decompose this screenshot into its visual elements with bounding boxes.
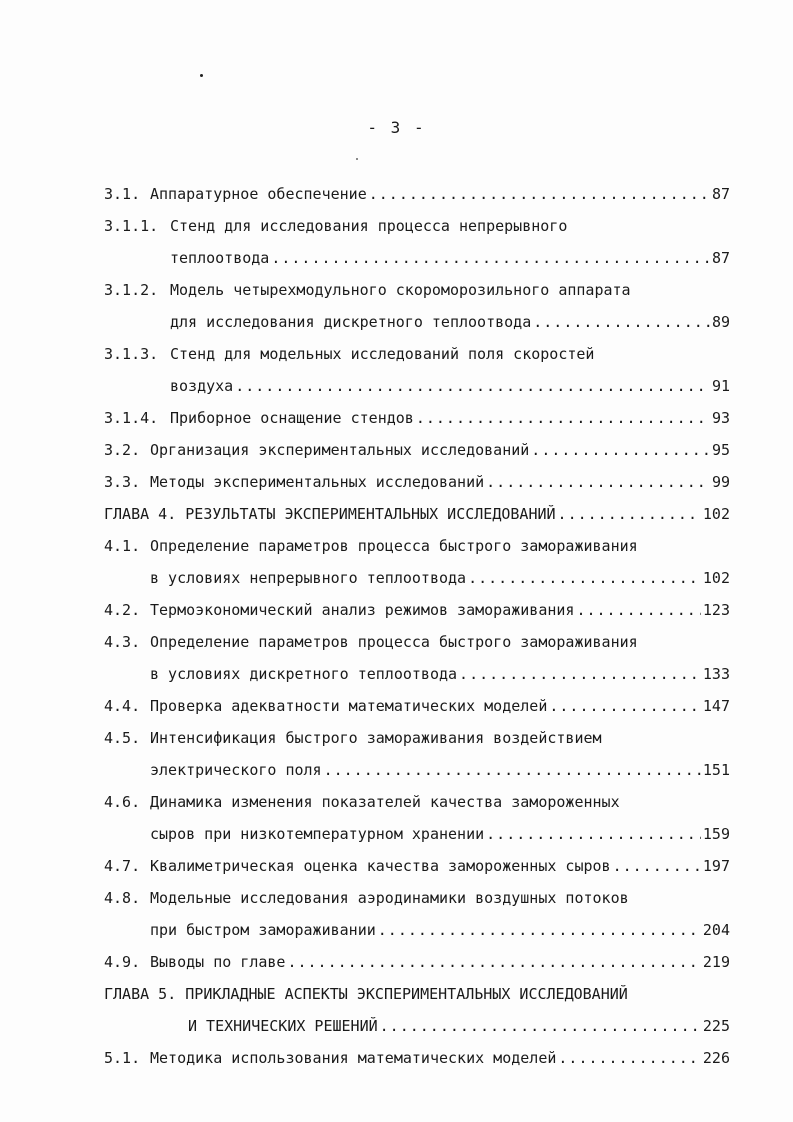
toc-entry-number: 3.3. (104, 473, 141, 491)
toc-entry (104, 850, 730, 882)
toc-entry-continuation (104, 914, 730, 946)
toc-entry-page: 102 (702, 569, 730, 587)
toc-entry-title: Определение параметров процесса быстрого замораживания (150, 537, 638, 555)
toc-entry-continuation (104, 754, 730, 786)
toc-entry-number: 3.1.4. (104, 409, 159, 427)
toc-leader-dots (287, 946, 700, 978)
toc-entry-continuation (104, 818, 730, 850)
toc-entry-page: 87 (711, 185, 730, 203)
toc-leader-dots (468, 562, 701, 594)
toc-entry-continuation (104, 1010, 730, 1042)
toc-entry-title: для исследования дискретного теплоотвода (170, 313, 532, 331)
toc-entry-title: Квалиметрическая оценка качества замороженных сыров (150, 857, 611, 875)
toc-leader-dots (271, 242, 710, 274)
toc-entry-page: 204 (702, 921, 730, 939)
toc-entry-page: 133 (702, 665, 730, 683)
toc-leader-dots (486, 818, 701, 850)
toc-entry-title: ГЛАВА 5. ПРИКЛАДНЫЕ АСПЕКТЫ ЭКСПЕРИМЕНТАЛЬНЫХ ИССЛЕДОВАНИЙ (104, 985, 628, 1003)
toc-entry (104, 434, 730, 466)
toc-entry-number: 4.3. (104, 633, 141, 651)
toc-leader-dots (380, 1010, 701, 1042)
toc-entry-title: сыров при низкотемпературном хранении (150, 825, 485, 843)
toc-entry (104, 210, 730, 242)
toc-entry-number: 4.5. (104, 729, 141, 747)
toc-entry-number: 4.8. (104, 889, 141, 907)
toc-entry-number: 3.1. (104, 185, 141, 203)
toc-entry-title: Стенд для модельных исследований поля скоростей (170, 345, 595, 363)
toc-entry-page: 151 (702, 761, 730, 779)
toc-entry (104, 594, 730, 626)
toc-leader-dots (369, 178, 710, 210)
toc-entry (104, 338, 730, 370)
toc-leader-dots (533, 306, 710, 338)
toc-entry (104, 946, 730, 978)
toc-entry-title: в условиях дискретного теплоотвода (150, 665, 458, 683)
toc-entry-number: 4.4. (104, 697, 141, 715)
toc-entry-title: Аппаратурное обеспечение (150, 185, 367, 203)
toc-entry-title: электрического поля (150, 761, 322, 779)
table-of-contents (104, 178, 730, 1074)
toc-entry-page: 219 (702, 953, 730, 971)
toc-entry-page: 226 (702, 1049, 730, 1067)
toc-entry-page: 93 (711, 409, 730, 427)
toc-entry-title: Динамика изменения показателей качества замороженных (150, 793, 620, 811)
toc-entry-number: 3.1.3. (104, 345, 159, 363)
toc-entry-number: 4.9. (104, 953, 141, 971)
toc-entry-page: 123 (702, 601, 730, 619)
toc-entry-page: 99 (711, 473, 730, 491)
toc-entry-number: 3.1.1. (104, 217, 159, 235)
toc-entry-page: 102 (702, 505, 730, 523)
toc-leader-dots (576, 594, 700, 626)
toc-leader-dots (459, 658, 701, 690)
toc-leader-dots (531, 434, 710, 466)
toc-entry-title: Модель четырехмодульного скороморозильного аппарата (170, 281, 631, 299)
toc-entry (104, 786, 730, 818)
toc-entry-title: при быстром замораживании (150, 921, 376, 939)
toc-entry-title: воздуха (170, 377, 234, 395)
toc-entry-page: 95 (711, 441, 730, 459)
toc-entry-title: Определение параметров процесса быстрого замораживания (150, 633, 638, 651)
toc-entry-number: 4.7. (104, 857, 141, 875)
toc-entry-number: 4.2. (104, 601, 141, 619)
scan-speck (356, 158, 358, 160)
toc-entry (104, 178, 730, 210)
scan-speck (200, 74, 203, 77)
toc-entry-title: Организация экспериментальных исследований (150, 441, 530, 459)
toc-entry-title: Методика использования математических моделей (150, 1049, 557, 1067)
toc-entry (104, 882, 730, 914)
toc-entry-page: 87 (711, 249, 730, 267)
toc-entry (104, 402, 730, 434)
toc-entry-continuation (104, 658, 730, 690)
toc-leader-dots (613, 850, 701, 882)
toc-entry-page: 91 (711, 377, 730, 395)
toc-entry-page: 89 (711, 313, 730, 331)
toc-entry-page: 197 (702, 857, 730, 875)
toc-leader-dots (558, 1042, 701, 1074)
toc-entry-title: Интенсификация быстрого замораживания воздействием (150, 729, 602, 747)
toc-entry (104, 626, 730, 658)
toc-entry (104, 690, 730, 722)
toc-entry-title: Приборное оснащение стендов (170, 409, 414, 427)
toc-entry (104, 1042, 730, 1074)
toc-entry-number: 3.1.2. (104, 281, 159, 299)
toc-entry-continuation (104, 370, 730, 402)
toc-leader-dots (324, 754, 701, 786)
toc-entry-number: 5.1. (104, 1049, 141, 1067)
toc-entry (104, 530, 730, 562)
toc-chapter-heading (104, 978, 730, 1010)
toc-entry-continuation (104, 306, 730, 338)
toc-entry-page: 147 (702, 697, 730, 715)
toc-entry (104, 466, 730, 498)
toc-entry-title: Стенд для исследования процесса непрерывного (170, 217, 568, 235)
toc-entry (104, 274, 730, 306)
toc-entry-title: Термоэкономический анализ режимов замораживания (150, 601, 575, 619)
toc-leader-dots (378, 914, 701, 946)
toc-entry-continuation (104, 242, 730, 274)
toc-entry-number: 4.6. (104, 793, 141, 811)
toc-leader-dots (558, 498, 701, 530)
toc-entry-number: 4.1. (104, 537, 141, 555)
toc-entry-title: в условиях непрерывного теплоотвода (150, 569, 467, 587)
toc-entry (104, 722, 730, 754)
toc-leader-dots (416, 402, 710, 434)
toc-entry-title: теплоотвода (170, 249, 270, 267)
toc-chapter-heading (104, 498, 730, 530)
toc-entry-title: Выводы по главе (150, 953, 286, 971)
toc-entry-continuation (104, 562, 730, 594)
toc-entry-number: 3.2. (104, 441, 141, 459)
toc-entry-page: 159 (702, 825, 730, 843)
toc-entry-title: И ТЕХНИЧЕСКИХ РЕШЕНИЙ (188, 1017, 378, 1035)
toc-entry-title: Проверка адекватности математических моделей (150, 697, 548, 715)
toc-entry-title: Методы экспериментальных исследований (150, 473, 485, 491)
page-number: - 3 - (367, 118, 426, 137)
toc-leader-dots (235, 370, 710, 402)
toc-leader-dots (549, 690, 701, 722)
toc-entry-title: ГЛАВА 4. РЕЗУЛЬТАТЫ ЭКСПЕРИМЕНТАЛЬНЫХ ИССЛЕДОВАНИЙ (104, 505, 556, 523)
toc-entry-page: 225 (702, 1017, 730, 1035)
toc-leader-dots (486, 466, 710, 498)
toc-entry-title: Модельные исследования аэродинамики воздушных потоков (150, 889, 629, 907)
